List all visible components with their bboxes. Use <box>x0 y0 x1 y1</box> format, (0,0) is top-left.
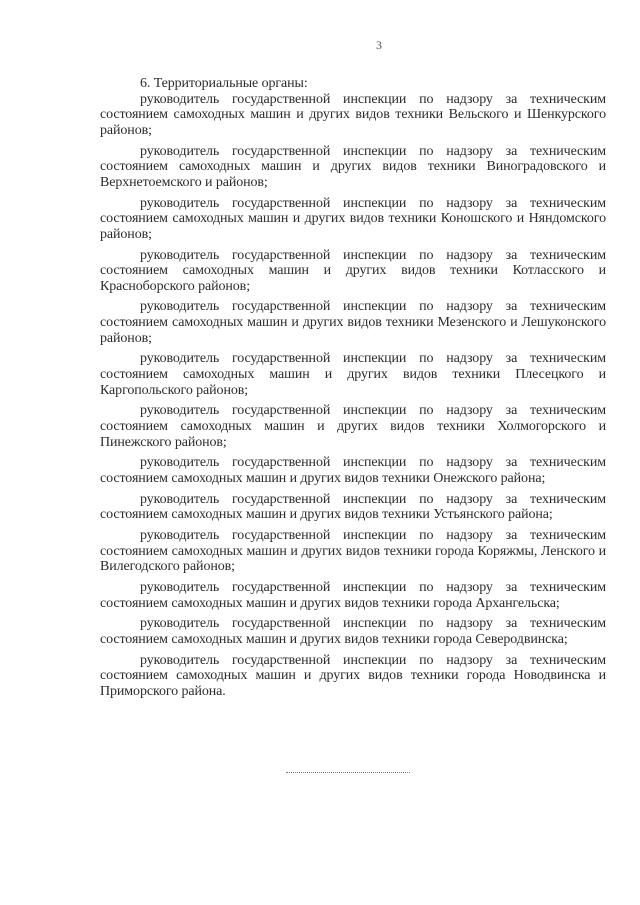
list-item: руководитель государственной инспекции по надзору за техническим состоянием самоходных машин и других видов техники Котласского и Красноборского районов; <box>100 247 606 294</box>
section-heading: 6. Территориальные органы: <box>140 76 308 91</box>
list-item: руководитель государственной инспекции по надзору за техническим состоянием самоходных машин и других видов техники Онежского района; <box>100 455 606 486</box>
list-item: руководитель государственной инспекции по надзору за техническим состоянием самоходных машин и других видов техники Виноградовского и Верхнетоемского и районов; <box>100 143 606 190</box>
list-item: руководитель государственной инспекции по надзору за техническим состоянием самоходных машин и других видов техники Вельского и Шенкурского районов; <box>100 91 606 138</box>
list-item: руководитель государственной инспекции по надзору за техническим состоянием самоходных машин и других видов техники Плесецкого и Каргопольского районов; <box>100 351 606 398</box>
list-item: руководитель государственной инспекции по надзору за техническим состоянием самоходных машин и других видов техники города Новодвинска и Приморского района. <box>100 652 606 700</box>
document-body <box>100 76 606 705</box>
list-item: руководитель государственной инспекции по надзору за техническим состоянием самоходных машин и других видов техники Мезенского и Лешуконского районов; <box>100 299 606 346</box>
end-divider <box>286 772 410 773</box>
page-number: 3 <box>376 38 382 52</box>
list-item: руководитель государственной инспекции по надзору за техническим состоянием самоходных машин и других видов техники города Северодвинска; <box>100 616 606 648</box>
list-item: руководитель государственной инспекции по надзору за техническим состоянием самоходных машин и других видов техники города Архангельска; <box>100 580 606 611</box>
list-item: руководитель государственной инспекции по надзору за техническим состоянием самоходных машин и других видов техники Устьянского района; <box>100 491 606 523</box>
list-item: руководитель государственной инспекции по надзору за техническим состоянием самоходных машин и других видов техники города Коряжмы, Ленского и Вилегодского районов; <box>100 528 606 575</box>
list-item: руководитель государственной инспекции по надзору за техническим состоянием самоходных машин и других видов техники Коношского и Няндомского районов; <box>100 195 606 242</box>
list-item: руководитель государственной инспекции по надзору за техническим состоянием самоходных машин и других видов техники Холмогорского и Пинежского районов; <box>100 403 606 450</box>
